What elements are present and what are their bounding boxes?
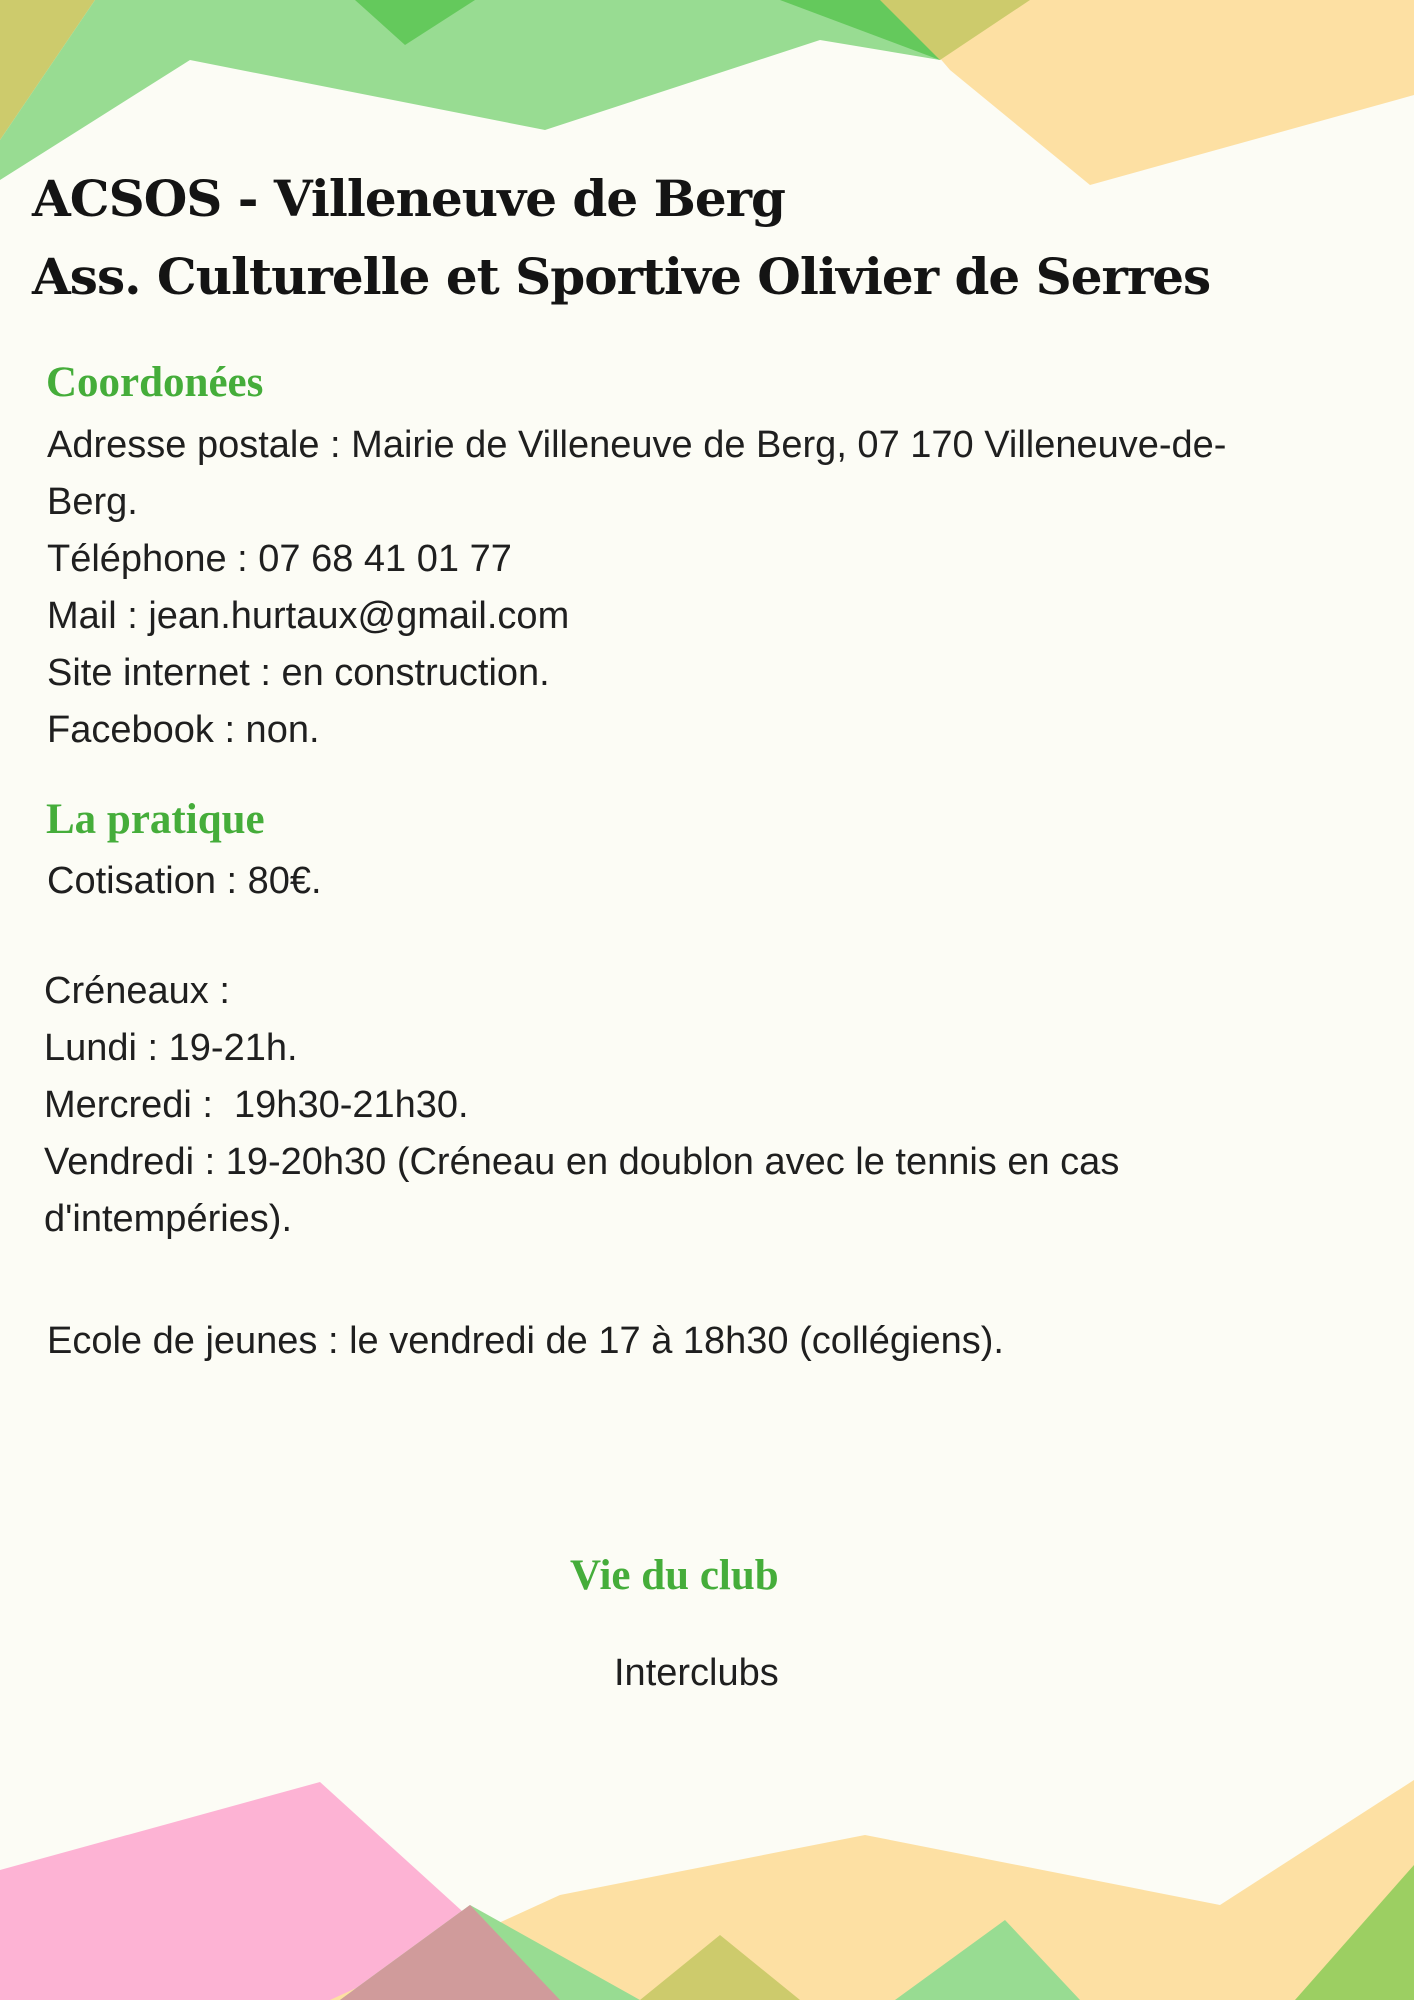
coordonnees-block (47, 417, 1337, 759)
phone-text: Téléphone : 07 68 41 01 77 (47, 538, 512, 580)
creneaux-block (44, 963, 1334, 1248)
coordonnees-heading: Coordonées (46, 359, 264, 406)
bottom-decoration (0, 1770, 1414, 2000)
ecole-text: Ecole de jeunes : le vendredi de 17 à 18h30 (collégiens). (47, 1320, 1004, 1362)
page-title (32, 160, 1210, 316)
pratique-heading: La pratique (46, 796, 265, 843)
lundi-text: Lundi : 19-21h. (44, 1027, 298, 1069)
cotisation-text: Cotisation : 80€. (47, 860, 322, 902)
address-text: Adresse postale : Mairie de Villeneuve de Berg, 07 170 Villeneuve-de-Berg. (47, 424, 1227, 523)
creneaux-label: Créneaux : (44, 970, 230, 1012)
title-line-1: ACSOS - Villeneuve de Berg (32, 169, 785, 228)
vie-club-heading: Vie du club (570, 1552, 779, 1599)
website-text: Site internet : en construction. (47, 652, 550, 694)
mail-text: Mail : jean.hurtaux@gmail.com (47, 595, 570, 637)
facebook-text: Facebook : non. (47, 709, 320, 751)
interclubs-text: Interclubs (614, 1652, 779, 1694)
mercredi-text: Mercredi : 19h30-21h30. (44, 1084, 469, 1126)
vendredi-text: Vendredi : 19-20h30 (Créneau en doublon avec le tennis en cas d'intempéries). (44, 1141, 1120, 1240)
title-line-2: Ass. Culturelle et Sportive Olivier de Serres (32, 247, 1211, 306)
